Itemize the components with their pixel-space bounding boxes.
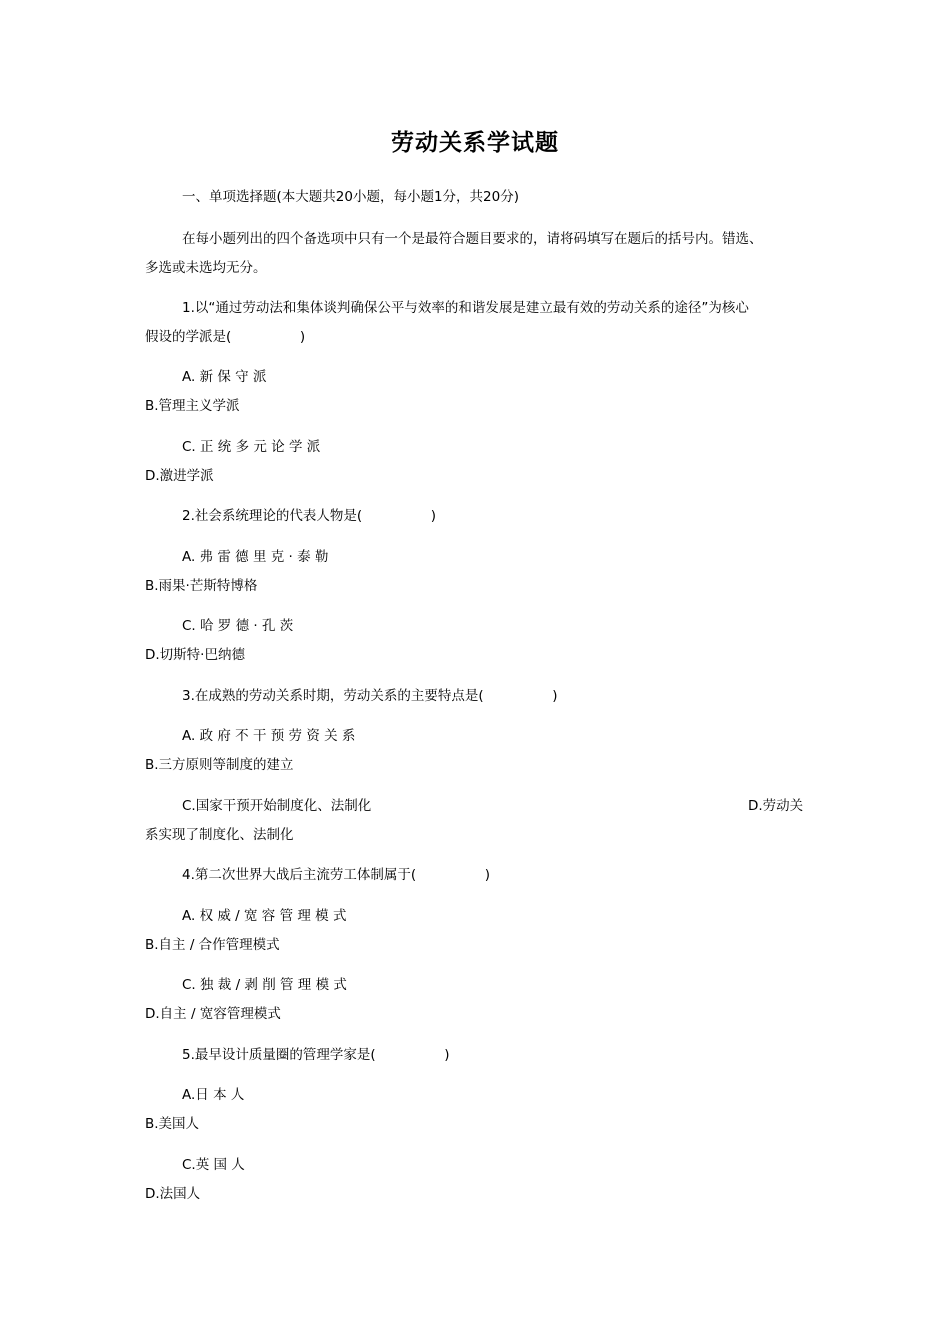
question-4-option-a: A. 权 威 / 宽 容 管 理 模 式 xyxy=(182,908,347,924)
question-3-option-b: B.三方原则等制度的建立 xyxy=(145,757,294,773)
instructions-line-2: 多选或未选均无分。 xyxy=(145,260,267,276)
question-2-stem: 2.社会系统理论的代表人物是( ) xyxy=(182,508,437,524)
question-5-option-c: C.英 国 人 xyxy=(182,1157,245,1173)
question-2-option-d: D.切斯特·巴纳德 xyxy=(145,647,245,663)
question-1-option-d: D.激进学派 xyxy=(145,468,214,484)
question-1-stem-line-2: 假设的学派是( ) xyxy=(145,329,306,345)
question-2-option-c: C. 哈 罗 德 · 孔 茨 xyxy=(182,618,294,634)
question-3-option-d-part-2: 系实现了制度化、法制化 xyxy=(145,827,294,843)
question-5-option-b: B.美国人 xyxy=(145,1116,200,1132)
question-1-option-c: C. 正 统 多 元 论 学 派 xyxy=(182,439,321,455)
question-5-option-d: D.法国人 xyxy=(145,1186,201,1202)
section-header: 一、单项选择题(本大题共20小题，每小题1分，共20分) xyxy=(182,189,519,205)
question-3-option-c: C.国家干预开始制度化、法制化 xyxy=(182,798,372,814)
question-4-option-c: C. 独 裁 / 剥 削 管 理 模 式 xyxy=(182,977,347,993)
question-1-option-a: A. 新 保 守 派 xyxy=(182,369,267,385)
question-5-option-a: A.日 本 人 xyxy=(182,1087,245,1103)
question-3-option-a: A. 政 府 不 干 预 劳 资 关 系 xyxy=(182,728,356,744)
question-1-option-b: B.管理主义学派 xyxy=(145,398,240,414)
question-4-option-b: B.自主 / 合作管理模式 xyxy=(145,937,280,953)
question-1-stem-line-1: 1.以“通过劳动法和集体谈判确保公平与效率的和谐发展是建立最有效的劳动关系的途径”为核心 xyxy=(182,300,749,316)
question-2-option-b: B.雨果·芒斯特博格 xyxy=(145,578,258,594)
question-4-stem: 4.第二次世界大战后主流劳工体制属于( ) xyxy=(182,867,491,883)
question-5-stem: 5.最早设计质量圈的管理学家是( ) xyxy=(182,1047,450,1063)
question-3-stem: 3.在成熟的劳动关系时期，劳动关系的主要特点是( ) xyxy=(182,688,558,704)
question-2-option-a: A. 弗 雷 德 里 克 · 泰 勒 xyxy=(182,549,329,565)
question-3-option-d-part-1: D.劳动关 xyxy=(748,798,804,814)
instructions-line-1: 在每小题列出的四个备选项中只有一个是最符合题目要求的，请将码填写在题后的括号内。错选、 xyxy=(182,231,763,247)
page-title: 劳动关系学试题 xyxy=(391,129,559,156)
question-4-option-d: D.自主 / 宽容管理模式 xyxy=(145,1006,281,1022)
